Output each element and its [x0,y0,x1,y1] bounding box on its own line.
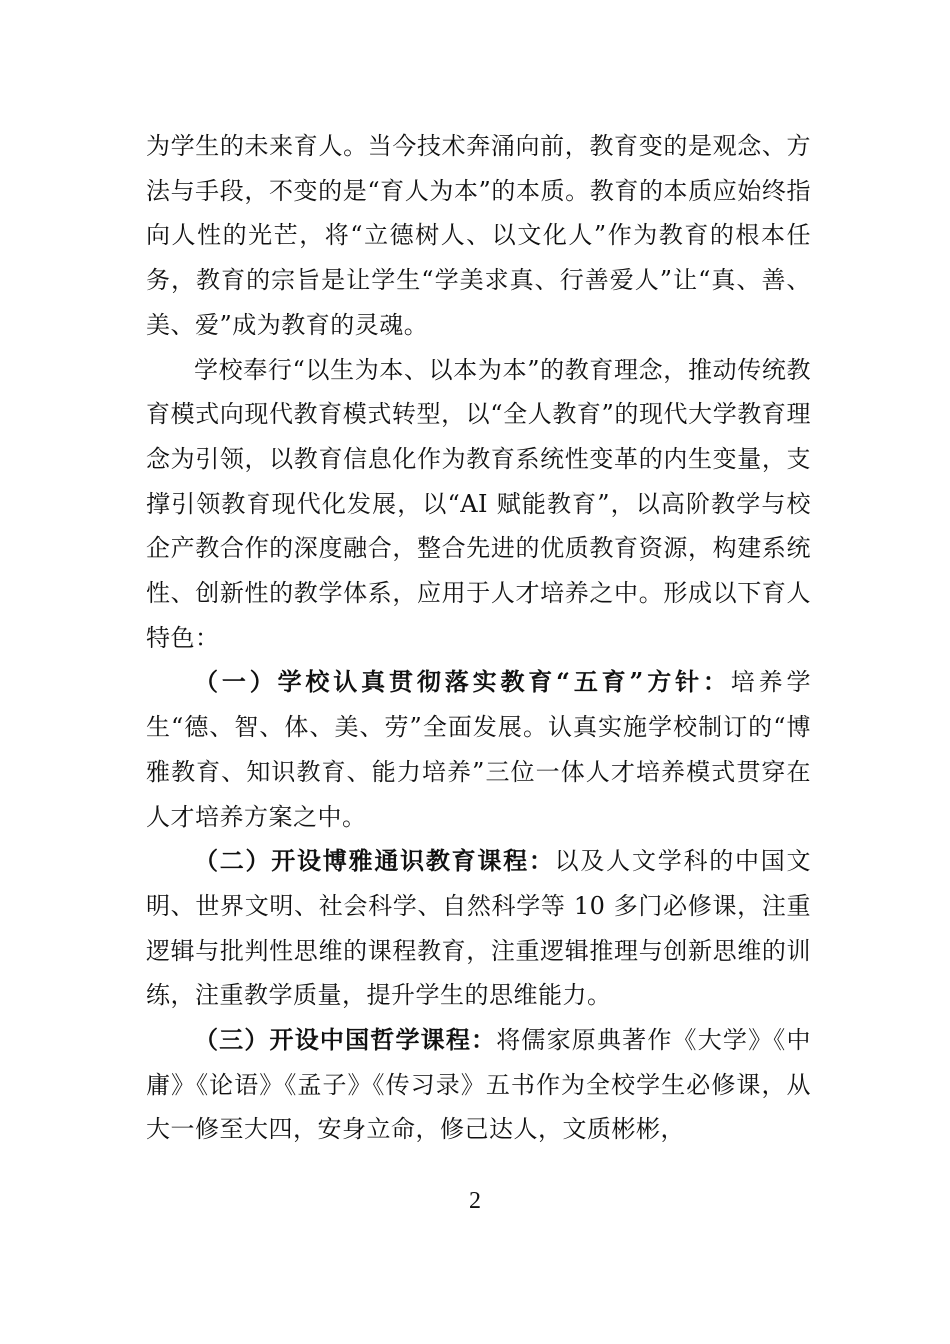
paragraph-text: 为学生的未来育人。当今技术奔涌向前，教育变的是观念、方法与手段，不变的是“育人为本”的本质。教育的本质应始终指向人性的光芒，将“立德树人、以文化人”作为教育的根本任务，教育的宗旨是让学生“学美求真、行善爱人”让“真、善、美、爱”成为教育的灵魂。 [146,132,811,339]
paragraph-heading: （二）开设博雅通识教育课程： [194,846,555,876]
paragraph-text: 以及人文学科的中国文明、世界文明、社会科学、自然科学等 10 多门必修课，注重逻辑与批判性思维的课程教育，注重逻辑推理与创新思维的训练，注重教学质量，提升学生的思维能力。 [146,847,812,1010]
paragraph-philosophy [146,348,811,661]
document-body [146,124,811,1152]
paragraph-text: 学校奉行“以生为本、以本为本”的教育理念，推动传统教育模式向现代教育模式转型，以“全人教育”的现代大学教育理念为引领，以教育信息化作为教育系统性变革的内生变量，支撑引领教育现代化发展，以“AI 赋能教育”，以高阶教学与校企产教合作的深度融合，整合先进的优质教育资源，构建系统性、创新性的教学体系，应用于人才培养之中。形成以下育人特色： [146,355,811,652]
paragraph-heading: （三）开设中国哲学课程： [194,1025,497,1055]
paragraph-heading: （一）学校认真贯彻落实教育“五育”方针： [194,667,731,697]
paragraph-liberal-arts [146,839,811,1018]
paragraph-five-education [146,660,811,839]
paragraph-text: 将儒家原典著作《大学》《中庸》《论语》《孟子》《传习录》五书作为全校学生必修课，从大一修至大四，安身立命，修己达人，文质彬彬， [146,1026,811,1144]
paragraph-intro [146,124,811,348]
paragraph-text: 培养学生“德、智、体、美、劳”全面发展。认真实施学校制订的“博雅教育、知识教育、能力培养”三位一体人才培养模式贯穿在人才培养方案之中。 [146,668,811,831]
page-number: 2 [469,1188,481,1214]
paragraph-chinese-philosophy [146,1018,811,1152]
